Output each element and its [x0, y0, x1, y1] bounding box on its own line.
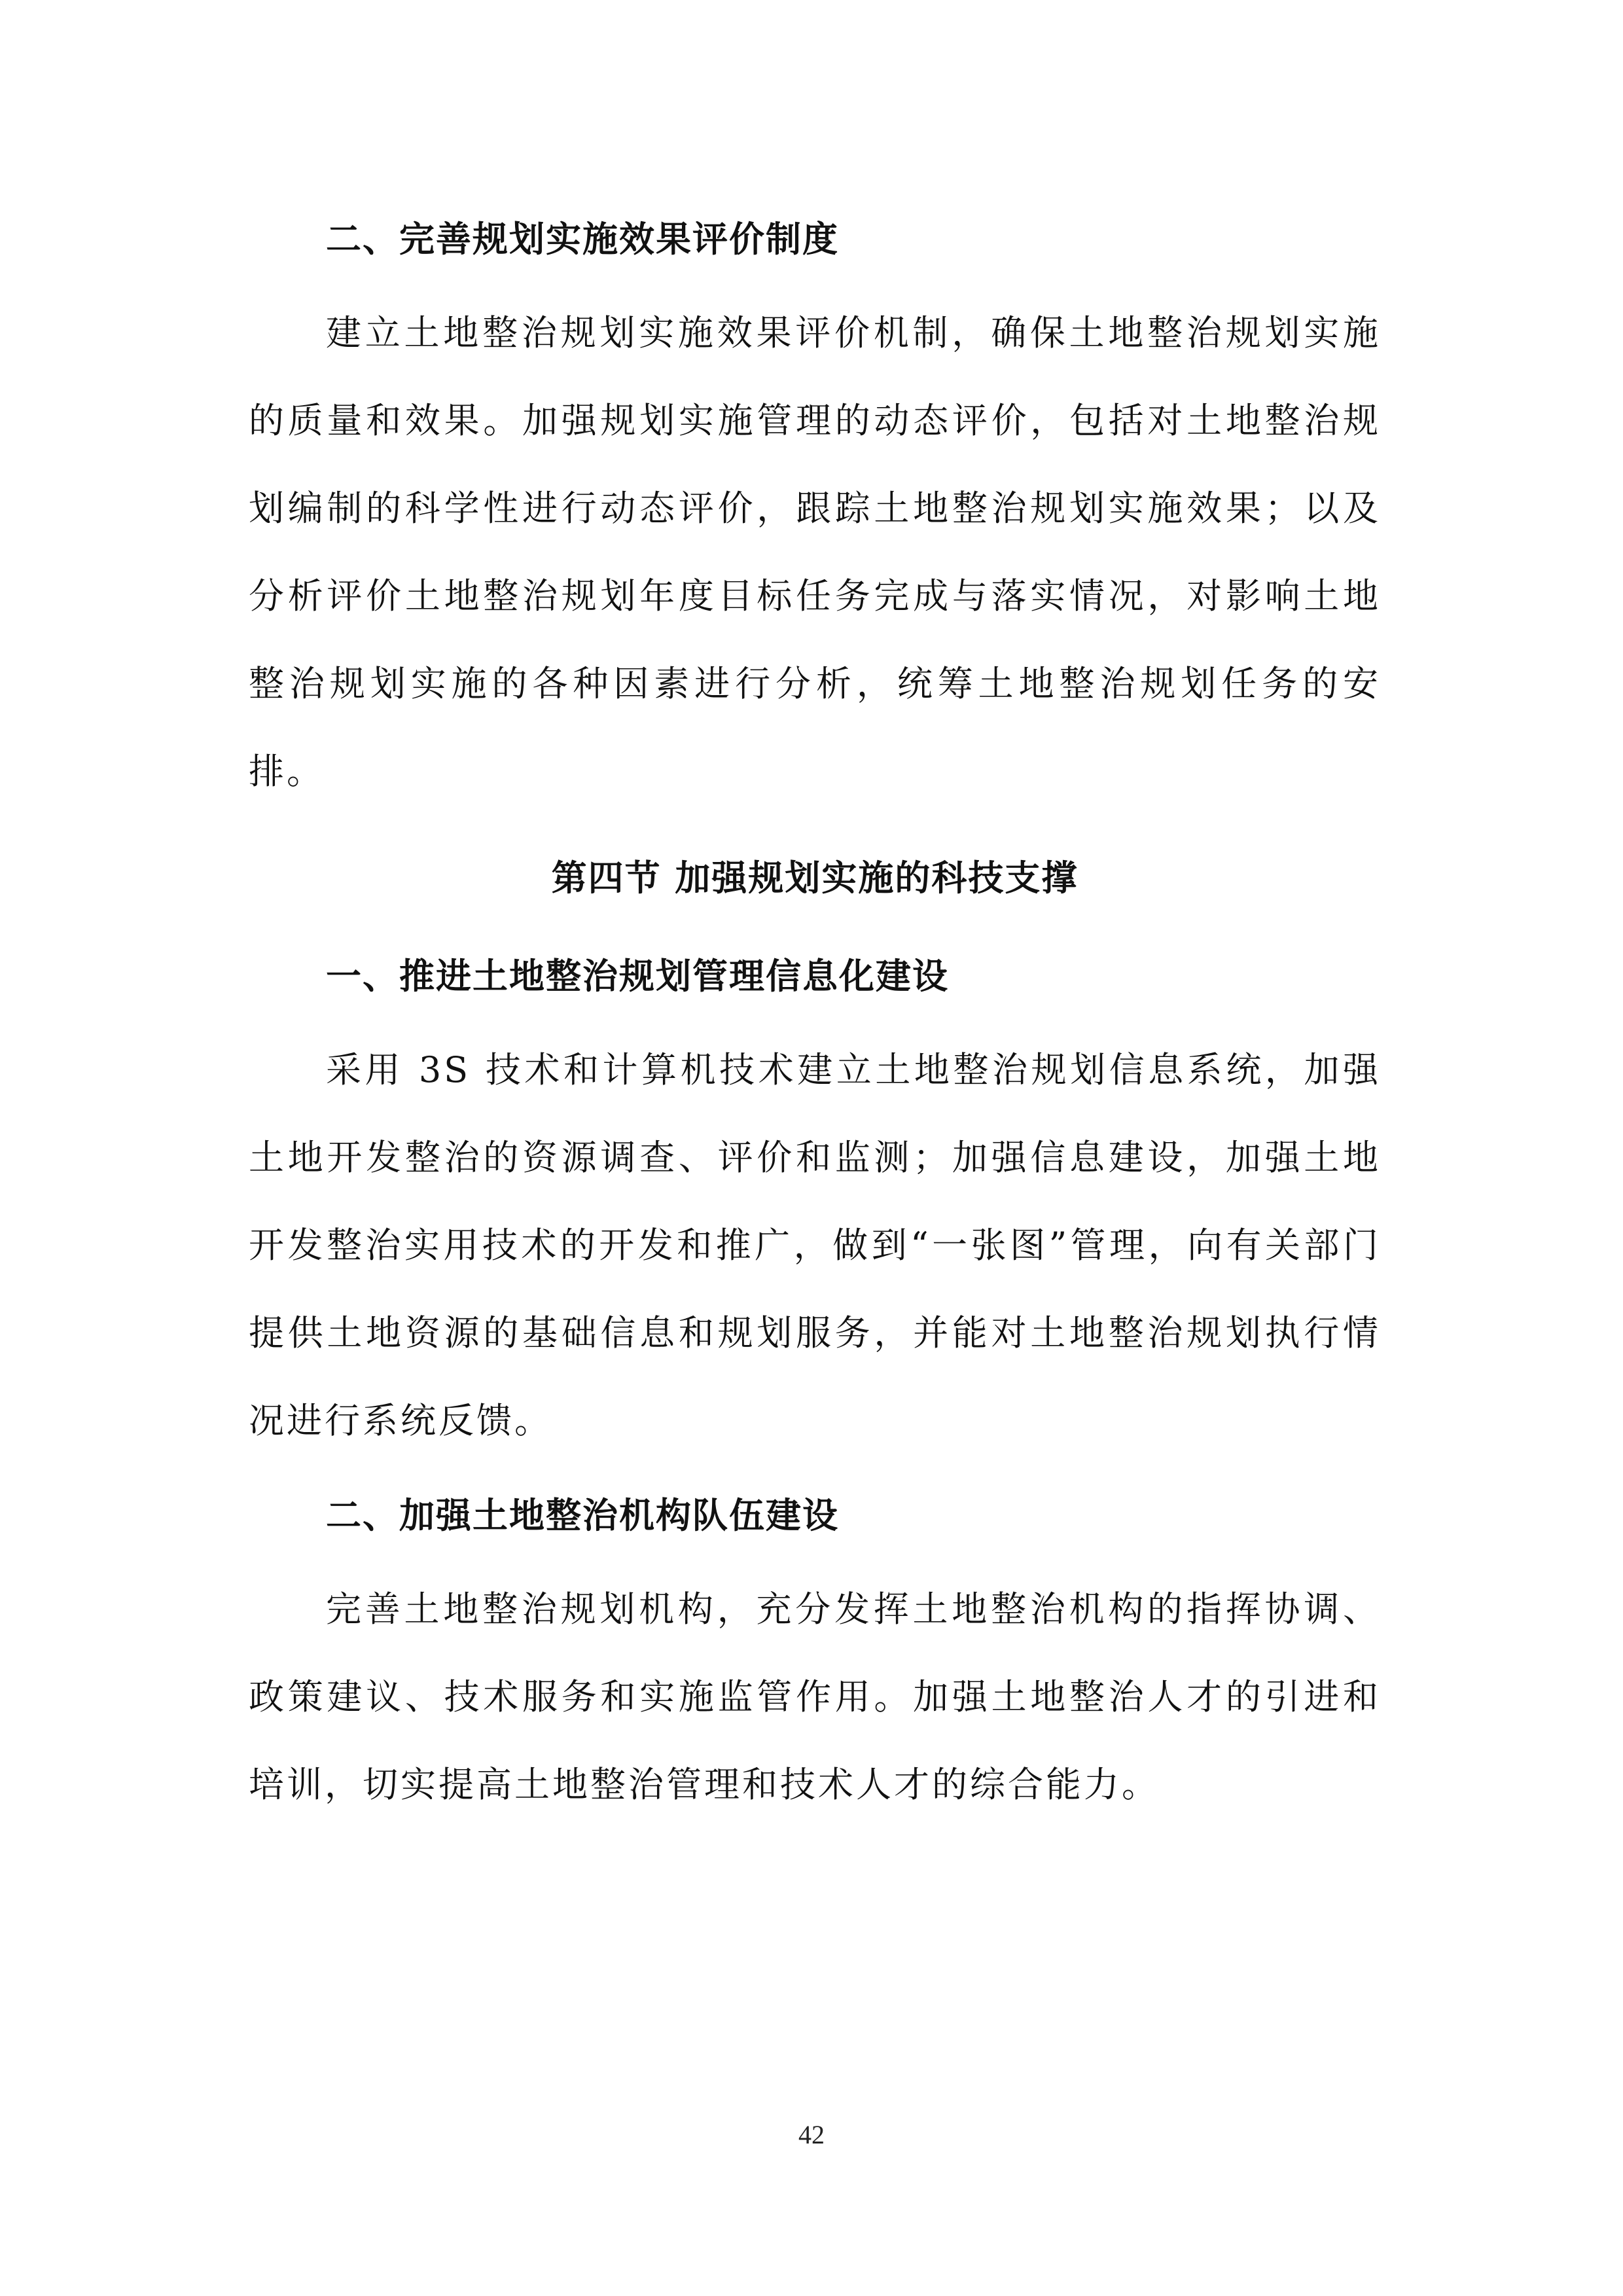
- page-number: 42: [798, 2120, 825, 2149]
- paragraph-evaluation-system: 建立土地整治规划实施效果评价机制，确保土地整治规划实施的质量和效果。加强规划实施管理的动态评价，包括对土地整治规划编制的科学性进行动态评价，跟踪土地整治规划实施效果；以及分析评价土地整治规划年度目标任务完成与落实情况，对影响土地整治规划实施的各种因素进行分析，统筹土地整治规划任务的安排。: [249, 312, 1381, 792]
- section-title: 第四节 加强规划实施的科技支撑: [551, 857, 1079, 899]
- document-body: [249, 203, 1381, 1829]
- paragraph-team-building: 完善土地整治规划机构，充分发挥土地整治机构的指挥协调、政策建议、技术服务和实施监管作用。加强土地整治人才的引进和培训，切实提高土地整治管理和技术人才的综合能力。: [249, 1588, 1381, 1805]
- heading-evaluation-system: 二、完善规划实施效果评价制度: [326, 218, 839, 260]
- heading-informatization: 一、推进土地整治规划管理信息化建设: [326, 955, 949, 997]
- heading-team-building: 二、加强土地整治机构队伍建设: [326, 1494, 839, 1536]
- paragraph-informatization: 采用 3S 技术和计算机技术建立土地整治规划信息系统，加强土地开发整治的资源调查、评价和监测；加强信息建设，加强土地开发整治实用技术的开发和推广，做到“一张图”管理，向有关部门提供土地资源的基础信息和规划服务，并能对土地整治规划执行情况进行系统反馈。: [249, 1049, 1381, 1441]
